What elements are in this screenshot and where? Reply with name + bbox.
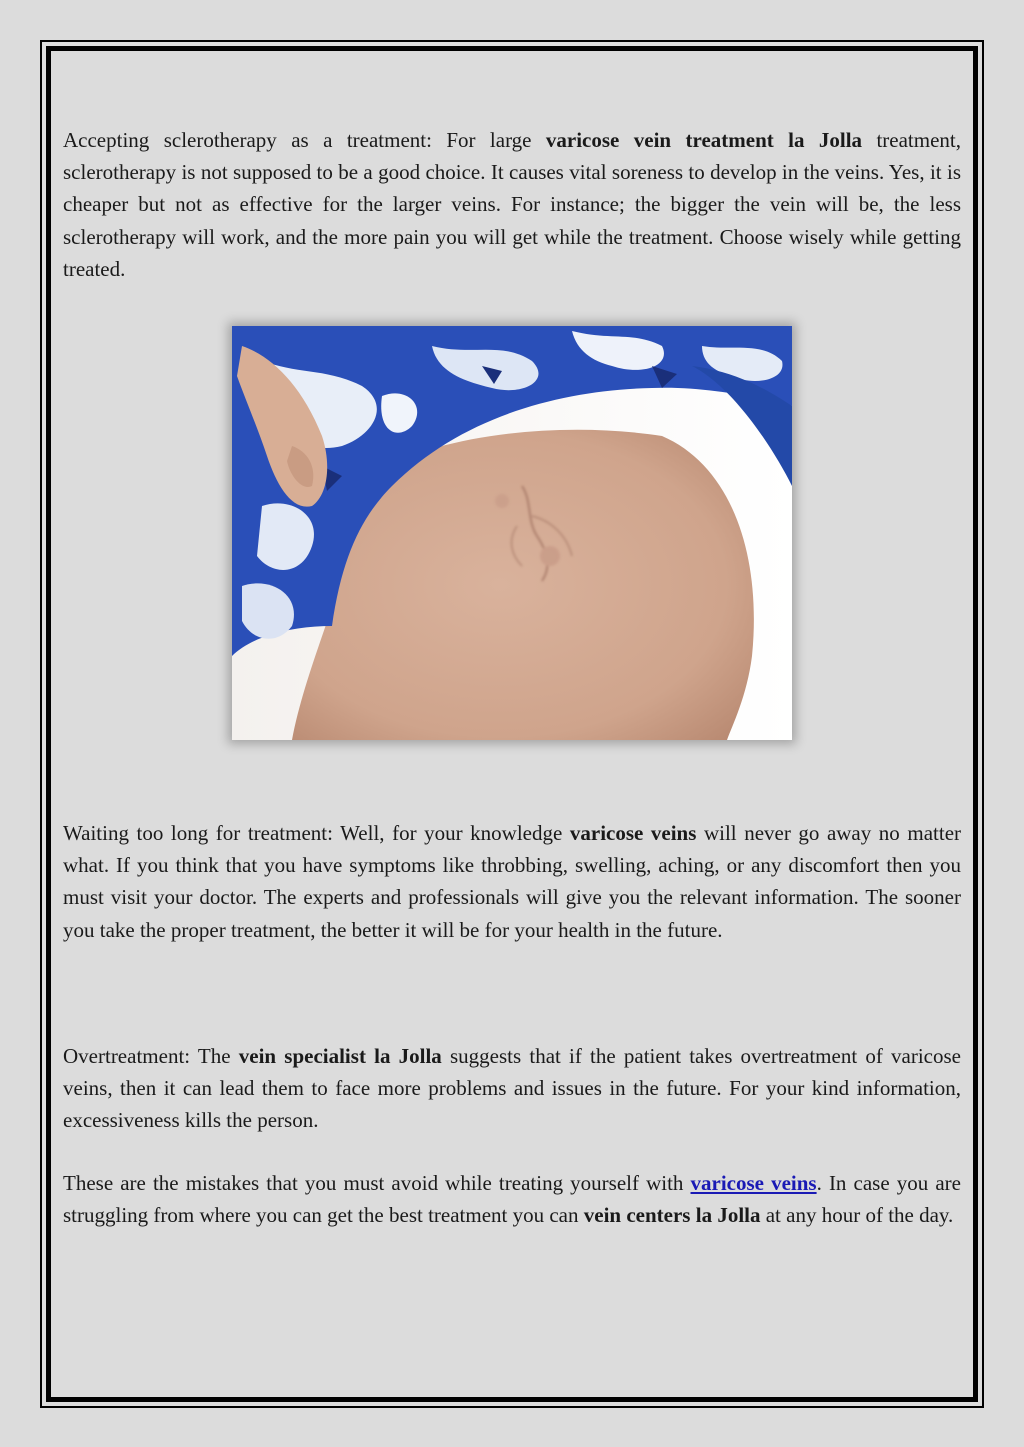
paragraph-overtreatment — [63, 1040, 961, 1137]
paragraph-waiting-too-long — [63, 817, 961, 946]
text: at any hour of the day. — [760, 1203, 954, 1228]
text: treatment, sclerotherapy is not supposed to be a good choice. It causes vital soreness to develop in the veins. Yes, it is cheaper but not as effective for the larger veins. For instance; the bigger the vein will be, the less sclerotherapy will work, and the more pain you will get while the treatment. Choose wisely while getting treated. — [63, 128, 961, 281]
paragraph-sclerotherapy — [63, 124, 961, 285]
paragraph-conclusion — [63, 1167, 961, 1231]
leg-veins-image — [232, 326, 792, 740]
text: suggests that if the patient takes overtreatment of varicose veins, then it can lead them to face more problems and issues in the future. For your kind information, excessiveness kills the person. — [63, 1044, 961, 1133]
keyword-varicose-veins: varicose veins — [569, 821, 697, 845]
keyword-vein-specialist: vein specialist la Jolla — [238, 1044, 442, 1068]
keyword-vein-centers: vein centers la Jolla — [583, 1203, 761, 1228]
text: Waiting too long for treatment: Well, for your knowledge — [63, 821, 570, 845]
varicose-veins-link[interactable]: varicose veins — [690, 1171, 817, 1195]
leg-veins-photo — [232, 326, 792, 740]
text: . In case you are struggling from where you can get the best treatment you can — [63, 1171, 961, 1228]
keyword-varicose-vein-treatment: varicose vein treatment la Jolla — [545, 128, 863, 152]
text: These are the mistakes that you must avoid while treating yourself with — [63, 1171, 691, 1195]
text: Overtreatment: The — [63, 1044, 239, 1068]
text: will never go away no matter what. If you think that you have symptoms like throbbing, swelling, aching, or any discomfort then you must visit your doctor. The experts and professionals will give you the relevant information. The sooner you take the proper treatment, the better it will be for your health in the future. — [63, 821, 962, 942]
text: Accepting sclerotherapy as a treatment: For large — [63, 128, 546, 152]
